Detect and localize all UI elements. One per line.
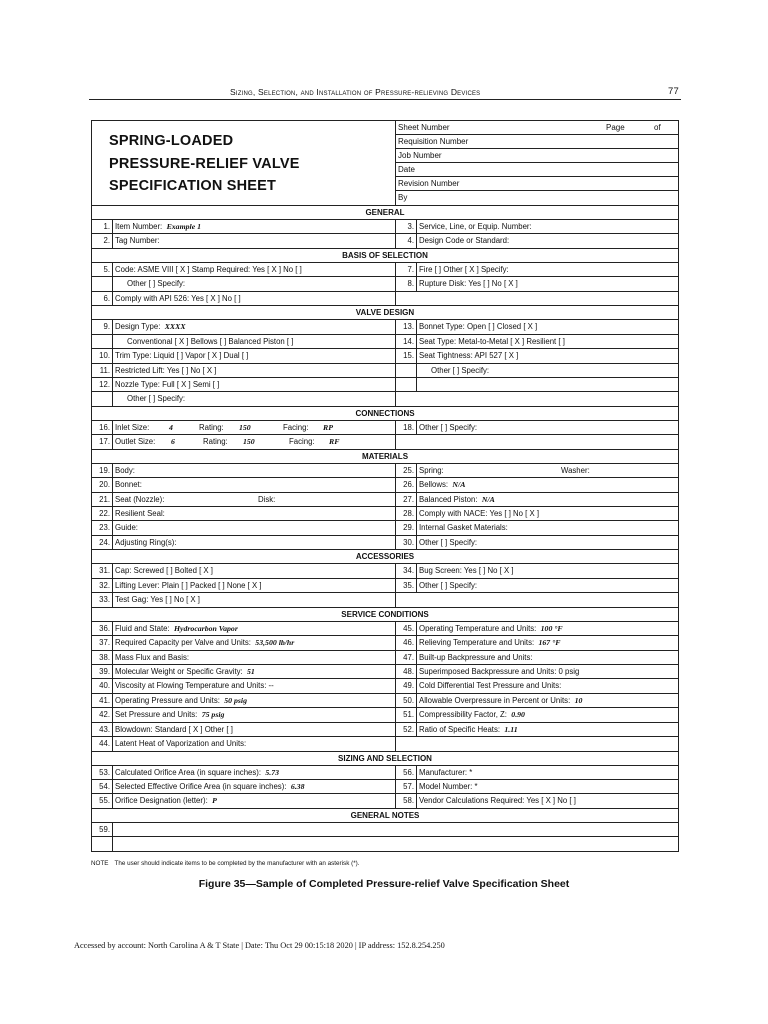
form-row — [92, 694, 678, 708]
field-number: 36. — [92, 622, 113, 635]
field-spring[interactable] — [396, 464, 678, 477]
form-row — [92, 622, 678, 636]
field-blowdown[interactable] — [92, 723, 396, 736]
field-nozzle-type[interactable] — [92, 378, 396, 391]
field-resilient-seal[interactable] — [92, 507, 396, 520]
field-value: P — [212, 796, 217, 806]
field-label: Bellows: — [419, 480, 449, 490]
field-label: Restricted Lift: Yes [ ] No [ X ] — [115, 365, 217, 375]
field-orifice-designation[interactable] — [92, 794, 396, 807]
field-number: 23. — [92, 521, 113, 534]
field-relieving-temperature[interactable] — [396, 636, 678, 649]
form-row — [92, 708, 678, 722]
field-value: 0.90 — [511, 710, 525, 720]
field-internal-gasket[interactable] — [396, 521, 678, 534]
field-value: 51 — [247, 666, 255, 676]
running-head — [89, 86, 681, 100]
field-number: 2. — [92, 234, 113, 247]
empty-cell — [396, 435, 678, 448]
field-value: Example 1 — [166, 222, 202, 231]
form-row — [92, 378, 678, 392]
field-number: 11. — [92, 364, 113, 377]
field-design-type-options[interactable] — [92, 335, 396, 348]
field-label: Facing: — [283, 422, 309, 432]
field-number: 55. — [92, 794, 113, 807]
field-label: Code: ASME VIII [ X ] Stamp Required: Yes [ X ] No [ ] — [115, 264, 302, 274]
field-number: 17. — [92, 435, 113, 448]
field-number: 48. — [396, 665, 417, 678]
field-label: Rating: — [203, 437, 228, 447]
field-number: 43. — [92, 723, 113, 736]
running-head-title: Sizing, Selection, and Installation of Pressure-relieving Devices — [230, 87, 481, 97]
form-row — [92, 636, 678, 650]
field-number: 14. — [396, 335, 417, 348]
field-number: 27. — [396, 493, 417, 506]
field-label: Nozzle Type: Full [ X ] Semi [ ] — [115, 379, 220, 389]
field-label: Required Capacity per Valve and Units: — [115, 638, 251, 648]
sheet-header — [92, 121, 678, 206]
field-operating-pressure[interactable] — [92, 694, 396, 707]
field-connections-other[interactable] — [396, 421, 678, 434]
field-number: 38. — [92, 651, 113, 664]
field-number: 16. — [92, 421, 113, 434]
figure-caption: Figure 35—Sample of Completed Pressure-relief Valve Specification Sheet — [198, 878, 570, 890]
field-operating-temperature[interactable] — [396, 622, 678, 635]
section-service-conditions: SERVICE CONDITIONS — [92, 608, 678, 622]
field-value: 150 — [243, 437, 255, 447]
field-item-number[interactable] — [92, 220, 396, 233]
field-balanced-piston[interactable] — [396, 493, 678, 506]
field-test-gag[interactable] — [92, 593, 396, 606]
field-bug-screen[interactable] — [396, 564, 678, 577]
field-label: Other [ ] Specify: — [419, 580, 478, 590]
field-value: 4 — [169, 422, 173, 432]
form-row — [92, 349, 678, 363]
field-label: Comply with NACE: Yes [ ] No [ X ] — [419, 509, 540, 518]
form-row — [92, 464, 678, 478]
field-number: 31. — [92, 564, 113, 577]
field-adjusting-rings[interactable] — [92, 536, 396, 549]
form-row — [92, 780, 678, 794]
field-label: Bonnet Type: Open [ ] Closed [ X ] — [419, 322, 538, 332]
field-number: 25. — [396, 464, 417, 477]
form-row — [92, 435, 678, 449]
field-label: Guide: — [115, 523, 138, 533]
form-row — [92, 536, 678, 550]
field-number: 9. — [92, 320, 113, 333]
field-label: Seat Type: Metal-to-Metal [ X ] Resilient [ ] — [419, 336, 565, 346]
form-row — [92, 507, 678, 521]
sheet-number-label: Sheet Number — [398, 123, 450, 132]
sheet-number-field[interactable] — [396, 121, 678, 135]
field-number: 30. — [396, 536, 417, 549]
section-connections: CONNECTIONS — [92, 407, 678, 421]
field-label: Bug Screen: Yes [ ] No [ X ] — [419, 566, 514, 576]
field-label: Ratio of Specific Heats: — [419, 724, 501, 734]
field-label: Comply with API 526: Yes [ X ] No [ ] — [115, 293, 241, 303]
field-label: Resilient Seal: — [115, 509, 165, 518]
field-label: Item Number: — [115, 222, 163, 231]
requisition-number-field[interactable]: Requisition Number — [396, 135, 678, 149]
field-number: 35. — [396, 579, 417, 592]
field-number: 39. — [92, 665, 113, 678]
field-label: Other [ ] Specify: — [431, 365, 490, 375]
empty-cell — [396, 378, 678, 391]
form-row — [92, 493, 678, 507]
field-compressibility-factor[interactable] — [396, 708, 678, 721]
field-number: 40. — [92, 679, 113, 692]
field-value: XXXX — [164, 322, 186, 332]
field-vendor-calculations[interactable] — [396, 794, 678, 807]
field-number: 20. — [92, 478, 113, 491]
field-label: Outlet Size: — [115, 437, 156, 447]
form-row — [92, 564, 678, 578]
field-seat-nozzle[interactable] — [92, 493, 396, 506]
sheet-title — [92, 121, 396, 205]
field-number: 42. — [92, 708, 113, 721]
access-line: Accessed by account: North Carolina A & T State | Date: Thu Oct 29 00:15:18 2020 | IP address: 152.8.254.250 — [74, 941, 445, 950]
field-number: 10. — [92, 349, 113, 362]
form-row — [92, 737, 678, 751]
form-row — [92, 220, 678, 234]
field-service-line[interactable] — [396, 220, 678, 233]
section-basis-of-selection: BASIS OF SELECTION — [92, 249, 678, 263]
field-label: Tag Number: — [115, 236, 160, 246]
field-seat-tightness[interactable] — [396, 349, 678, 362]
field-value: Hydrocarbon Vapor — [173, 623, 238, 633]
footnote — [91, 860, 360, 867]
field-label: Blowdown: Standard [ X ] Other [ ] — [115, 724, 233, 734]
field-label: Selected Effective Orifice Area (in square inches): — [115, 782, 287, 791]
form-row — [92, 277, 678, 291]
field-number: 24. — [92, 536, 113, 549]
field-label: Other [ ] Specify: — [419, 537, 478, 547]
revision-number-field[interactable]: Revision Number — [396, 177, 678, 191]
field-required-capacity[interactable] — [92, 636, 396, 649]
field-body[interactable] — [92, 464, 396, 477]
by-field[interactable]: By — [398, 193, 408, 202]
title-line: SPRING-LOADED — [109, 133, 234, 149]
field-label: Operating Pressure and Units: — [115, 695, 220, 705]
field-label: Rating: — [199, 422, 224, 432]
field-number: 4. — [396, 234, 417, 247]
field-number: 50. — [396, 694, 417, 707]
empty-cell — [396, 292, 678, 305]
field-set-pressure[interactable] — [92, 708, 396, 721]
field-number: 8. — [396, 277, 417, 290]
field-code-other[interactable] — [92, 277, 396, 290]
field-label: Disk: — [258, 494, 276, 504]
field-label: Seat Tightness: API 527 [ X ] — [419, 351, 519, 361]
of-label: of — [654, 123, 661, 132]
field-label: Cap: Screwed [ ] Bolted [ X ] — [115, 566, 213, 576]
empty-cell — [396, 392, 678, 405]
field-number: 26. — [396, 478, 417, 491]
form-row — [92, 723, 678, 737]
field-lifting-lever[interactable] — [92, 579, 396, 592]
field-nace[interactable] — [396, 507, 678, 520]
field-label: Fluid and State: — [115, 623, 170, 633]
field-trim-type[interactable] — [92, 349, 396, 362]
form-row — [92, 364, 678, 378]
field-value: 100 °F — [540, 623, 563, 633]
field-bonnet-type[interactable] — [396, 320, 678, 333]
field-label: Compressibility Factor, Z: — [419, 710, 507, 720]
field-number: 49. — [396, 679, 417, 692]
field-value: 6 — [171, 437, 175, 447]
form-row — [92, 421, 678, 435]
field-label: Spring: — [419, 465, 444, 475]
field-number: 28. — [396, 507, 417, 520]
field-value: 167 °F — [538, 638, 561, 648]
field-value: N/A — [452, 480, 466, 490]
field-label: Allowable Overpressure in Percent or Units: — [419, 695, 571, 705]
form-row — [92, 320, 678, 334]
field-label: Rupture Disk: Yes [ ] No [ X ] — [419, 279, 518, 289]
field-label: Test Gag: Yes [ ] No [ X ] — [115, 595, 200, 605]
form-row — [92, 665, 678, 679]
field-molecular-weight[interactable] — [92, 665, 396, 678]
field-ratio-specific-heats[interactable] — [396, 723, 678, 736]
section-accessories: ACCESSORIES — [92, 550, 678, 564]
field-number: 53. — [92, 766, 113, 779]
field-label: Washer: — [561, 465, 590, 475]
field-label: Body: — [115, 465, 135, 475]
form-row — [92, 234, 678, 248]
field-number: 5. — [92, 263, 113, 276]
field-selected-orifice-area[interactable] — [92, 780, 396, 793]
field-label: Calculated Orifice Area (in square inches): — [115, 767, 262, 777]
field-label: Cold Differential Test Pressure and Units: — [419, 681, 562, 691]
empty-cell — [396, 737, 678, 750]
note-text: The user should indicate items to be completed by the manufacturer with an asterisk (*). — [114, 860, 360, 867]
job-number-field[interactable]: Job Number — [396, 149, 678, 163]
form-row — [92, 766, 678, 780]
field-number: 52. — [396, 723, 417, 736]
field-label: Bonnet: — [115, 480, 142, 490]
field-fire[interactable] — [396, 263, 678, 276]
field-number: 56. — [396, 766, 417, 779]
field-seat-tightness-other[interactable] — [396, 364, 678, 377]
field-number: 37. — [92, 636, 113, 649]
field-label: Molecular Weight or Specific Gravity: — [115, 666, 243, 676]
field-superimposed-backpressure[interactable] — [396, 665, 678, 678]
field-label: Design Code or Standard: — [419, 236, 510, 246]
field-value: N/A — [481, 494, 495, 504]
field-number: 59. — [92, 823, 113, 836]
field-number: 29. — [396, 521, 417, 534]
field-number: 15. — [396, 349, 417, 362]
field-label: Orifice Designation (letter): — [115, 796, 208, 806]
form-row — [92, 521, 678, 535]
field-number: 57. — [396, 780, 417, 793]
field-number: 51. — [396, 708, 417, 721]
field-label: Balanced Piston: — [419, 494, 478, 504]
field-outlet-size[interactable] — [92, 435, 396, 448]
field-number: 3. — [396, 220, 417, 233]
field-design-code[interactable] — [396, 234, 678, 247]
field-restricted-lift[interactable] — [92, 364, 396, 377]
field-label: Other [ ] Specify: — [127, 279, 186, 289]
field-mass-flux[interactable] — [92, 651, 396, 664]
field-label: Superimposed Backpressure and Units: 0 psig — [419, 666, 580, 676]
specification-sheet — [91, 120, 679, 852]
field-label: Facing: — [289, 437, 315, 447]
field-value: 6.38 — [290, 782, 305, 791]
field-label: Other [ ] Specify: — [127, 394, 186, 404]
section-general-notes: GENERAL NOTES — [92, 809, 678, 823]
field-cap[interactable] — [92, 564, 396, 577]
field-latent-heat[interactable] — [92, 737, 396, 750]
field-nozzle-other[interactable] — [92, 392, 396, 405]
field-built-up-backpressure[interactable] — [396, 651, 678, 664]
field-label: Relieving Temperature and Units: — [419, 638, 535, 648]
field-accessories-other[interactable] — [396, 579, 678, 592]
general-notes-field[interactable] — [92, 823, 678, 837]
field-number: 41. — [92, 694, 113, 707]
field-value: 53,500 lb/hr — [255, 638, 295, 648]
field-bonnet[interactable] — [92, 478, 396, 491]
field-manufacturer[interactable] — [396, 766, 678, 779]
field-label: Operating Temperature and Units: — [419, 623, 537, 633]
field-api-526[interactable] — [92, 292, 396, 305]
general-notes-field[interactable] — [92, 837, 678, 851]
date-field[interactable]: Date — [396, 163, 678, 177]
field-value: 75 psig — [201, 710, 225, 720]
field-number: 7. — [396, 263, 417, 276]
field-label: Fire [ ] Other [ X ] Specify: — [419, 264, 509, 274]
field-seat-type[interactable] — [396, 335, 678, 348]
field-number: 32. — [92, 579, 113, 592]
section-materials: MATERIALS — [92, 450, 678, 464]
field-number: 6. — [92, 292, 113, 305]
form-row — [92, 679, 678, 693]
form-row — [92, 651, 678, 665]
field-label: Set Pressure and Units: — [115, 710, 198, 720]
field-number: 54. — [92, 780, 113, 793]
field-number: 18. — [396, 421, 417, 434]
field-label: Adjusting Ring(s): — [115, 537, 177, 547]
field-number: 46. — [396, 636, 417, 649]
form-row — [92, 292, 678, 306]
field-label: Trim Type: Liquid [ ] Vapor [ X ] Dual [ ] — [115, 351, 249, 361]
field-label: Mass Flux and Basis: — [115, 652, 190, 662]
form-row — [92, 335, 678, 349]
field-cold-differential-test-pressure[interactable] — [396, 679, 678, 692]
field-label: Service, Line, or Equip. Number: — [419, 222, 532, 231]
field-number: 34. — [396, 564, 417, 577]
field-label: Seat (Nozzle): — [115, 494, 165, 504]
empty-cell — [396, 593, 678, 606]
field-number: 1. — [92, 220, 113, 233]
form-row — [92, 392, 678, 406]
field-label: Viscosity at Flowing Temperature and Units: -- — [115, 681, 274, 691]
field-label: Design Type: — [115, 322, 161, 332]
field-model-number[interactable] — [396, 780, 678, 793]
note-prefix: NOTE — [91, 860, 109, 867]
section-sizing-and-selection: SIZING AND SELECTION — [92, 752, 678, 766]
field-design-type[interactable] — [92, 320, 396, 333]
field-number: 33. — [92, 593, 113, 606]
field-label: Internal Gasket Materials: — [419, 523, 508, 533]
field-value: 5.73 — [265, 767, 280, 777]
field-label: Model Number: * — [419, 782, 478, 791]
field-value: 50 psig — [224, 695, 247, 705]
field-value: 150 — [239, 422, 251, 432]
field-value: RP — [323, 422, 333, 432]
field-label: Latent Heat of Vaporization and Units: — [115, 739, 247, 749]
form-row — [92, 263, 678, 277]
field-label: Vendor Calculations Required: Yes [ X ] No [ ] — [419, 796, 576, 806]
field-tag-number[interactable] — [92, 234, 396, 247]
field-number: 13. — [396, 320, 417, 333]
page-number: 77 — [668, 86, 679, 97]
field-number: 21. — [92, 493, 113, 506]
field-rupture-disk[interactable] — [396, 277, 678, 290]
page-label: Page — [606, 123, 625, 132]
field-viscosity[interactable] — [92, 679, 396, 692]
field-label: Conventional [ X ] Bellows [ ] Balanced Piston [ ] — [127, 336, 294, 346]
field-materials-other[interactable] — [396, 536, 678, 549]
sheet-metadata — [396, 121, 678, 205]
field-inlet-size[interactable] — [92, 421, 396, 434]
field-allowable-overpressure[interactable] — [396, 694, 678, 707]
field-value: RF — [329, 437, 340, 447]
field-label: Manufacturer: * — [419, 767, 473, 777]
field-guide[interactable] — [92, 521, 396, 534]
section-valve-design: VALVE DESIGN — [92, 306, 678, 320]
field-bellows[interactable] — [396, 478, 678, 491]
field-label: Inlet Size: — [115, 422, 150, 432]
field-fluid-state[interactable] — [92, 622, 396, 635]
form-row — [92, 478, 678, 492]
section-general: GENERAL — [92, 206, 678, 220]
form-row — [92, 794, 678, 808]
field-code[interactable] — [92, 263, 396, 276]
form-row — [92, 593, 678, 607]
field-number: 19. — [92, 464, 113, 477]
title-line: SPECIFICATION SHEET — [109, 178, 277, 194]
field-value: 10 — [574, 695, 583, 705]
field-number: 12. — [92, 378, 113, 391]
field-number: 22. — [92, 507, 113, 520]
field-value: 1.11 — [504, 724, 518, 734]
field-number: 44. — [92, 737, 113, 750]
form-row — [92, 579, 678, 593]
field-number: 47. — [396, 651, 417, 664]
title-line: PRESSURE-RELIEF VALVE — [109, 155, 300, 172]
field-label: Built-up Backpressure and Units: — [419, 652, 533, 662]
field-label: Other [ ] Specify: — [419, 422, 478, 432]
field-number: 58. — [396, 794, 417, 807]
field-calculated-orifice-area[interactable] — [92, 766, 396, 779]
field-number: 45. — [396, 622, 417, 635]
field-label: Lifting Lever: Plain [ ] Packed [ ] None [ X ] — [115, 580, 262, 590]
